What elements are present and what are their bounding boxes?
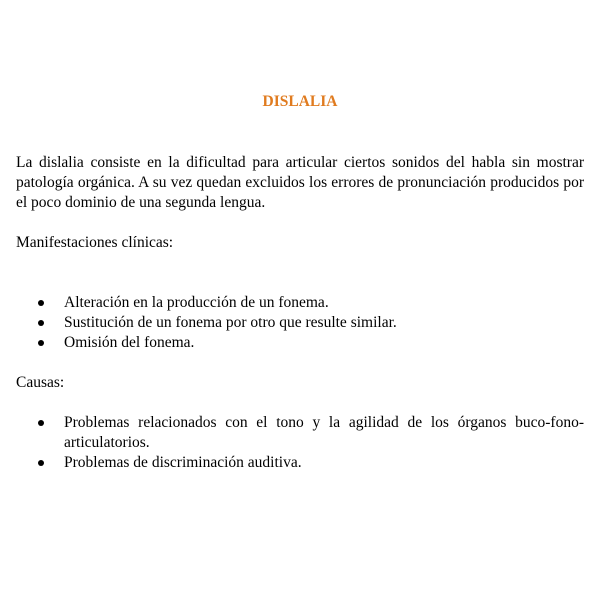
bullet-icon — [38, 460, 44, 466]
list-item-text: Sustitución de un fonema por otro que resulte similar. — [64, 314, 397, 331]
list-item — [16, 413, 584, 453]
spacer — [16, 393, 584, 413]
intro-paragraph: La dislalia consiste en la dificultad para articular ciertos sonidos del habla sin mostrar patología orgánica. A su vez quedan excluidos los errores de pronunciación producidos por el poco dominio de una segunda lengua. — [16, 154, 584, 211]
bullet-icon — [38, 300, 44, 306]
bullet-icon — [38, 340, 44, 346]
list-item-text: Omisión del fonema. — [64, 334, 195, 351]
list-item-text: Problemas de discriminación auditiva. — [64, 454, 302, 471]
spacer — [16, 253, 584, 293]
causas-heading: Causas: — [16, 374, 65, 391]
list-item — [16, 333, 584, 353]
list-item-text: Problemas relacionados con el tono y la agilidad de los órganos buco-fono-articulatorios. — [64, 414, 584, 451]
list-item — [16, 453, 584, 473]
bullet-icon — [38, 420, 44, 426]
document-title: DISLALIA — [262, 93, 338, 110]
bullet-icon — [38, 320, 44, 326]
spacer — [16, 353, 584, 373]
manifestaciones-heading: Manifestaciones clínicas: — [16, 234, 174, 251]
list-item — [16, 293, 584, 313]
list-item — [16, 313, 584, 333]
causas-list — [16, 413, 584, 473]
manifestaciones-list — [16, 293, 584, 353]
list-item-text: Alteración en la producción de un fonema. — [64, 294, 329, 311]
document-page — [16, 92, 584, 473]
